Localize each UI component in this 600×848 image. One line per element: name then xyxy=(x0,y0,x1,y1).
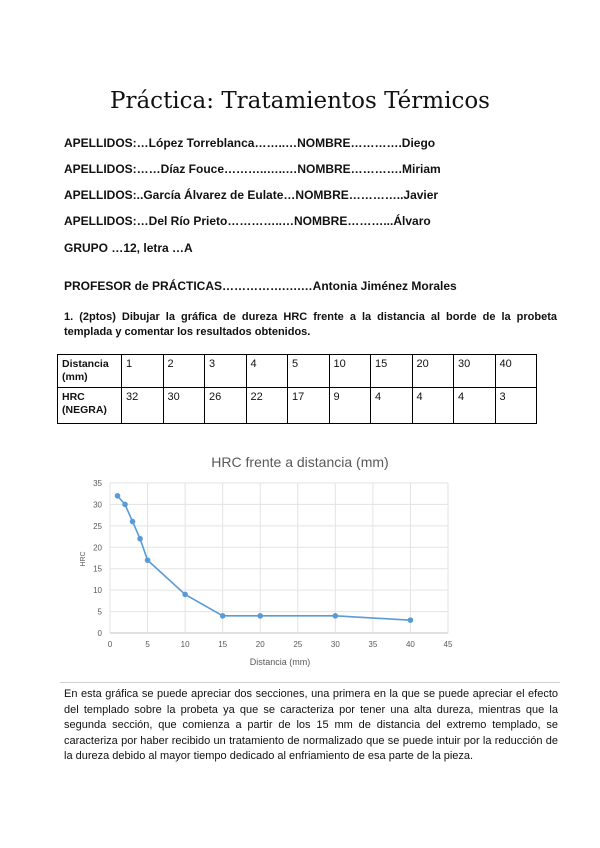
data-table xyxy=(57,354,537,424)
professor-line: PROFESOR de PRÁCTICAS…………….….…Antonia Jiménez Morales xyxy=(64,279,457,293)
chart-data-point xyxy=(182,592,188,598)
chart-data-point xyxy=(257,613,263,619)
table-cell: 20 xyxy=(412,355,454,388)
chart-y-tick-label: 0 xyxy=(97,629,102,638)
table-cell: 10 xyxy=(329,355,371,388)
table-row xyxy=(58,388,537,424)
chart-y-tick-label: 10 xyxy=(93,586,102,596)
table-cell: 3 xyxy=(495,388,537,424)
table-cell: 30 xyxy=(454,355,496,388)
table-cell: 2 xyxy=(163,355,205,388)
chart-x-axis-label: Distancia (mm) xyxy=(249,657,311,667)
table-cell: 4 xyxy=(412,388,454,424)
chart-y-tick-label: 5 xyxy=(97,607,102,617)
chart-y-tick-label: 30 xyxy=(93,500,102,510)
chart-x-tick-label: 45 xyxy=(443,640,453,649)
student-line-2: APELLIDOS:……Díaz Fouce………..…..…NOMBRE………….Miriam xyxy=(64,162,441,176)
page-title: Práctica: Tratamientos Térmicos xyxy=(110,88,490,114)
chart-x-tick-label: 20 xyxy=(255,640,265,649)
hrc-distance-chart xyxy=(60,446,470,674)
table-row-header: HRC (NEGRA) xyxy=(58,388,122,424)
table-cell: 4 xyxy=(454,388,496,424)
chart-series-line xyxy=(118,496,411,620)
table-cell: 9 xyxy=(329,388,371,424)
chart-data-point xyxy=(333,613,339,619)
table-cell: 5 xyxy=(288,355,330,388)
table-cell: 3 xyxy=(205,355,247,388)
chart-data-point xyxy=(145,557,151,563)
student-line-4: APELLIDOS:…Del Río Prieto…………..…NOMBRE………...Álvaro xyxy=(64,214,431,228)
chart-x-tick-label: 35 xyxy=(368,640,378,649)
chart-x-tick-label: 15 xyxy=(218,640,228,649)
chart-data-point xyxy=(137,536,143,542)
results-comment: En esta gráfica se puede apreciar dos secciones, una primera en la que se puede apreciar el efecto del templado sobre la probeta ya que se caracteriza por tener una alta dureza, mientras que la segunda sección, que comienza a partir de los 15 mm de distancia del extremo templado, se caracteriza por haber recibido un tratamiento de normalizado que se puede intuir por la reducción de la dureza debido al mayor tiempo dedicado al enfriamiento de esa parte de la pieza. xyxy=(64,688,558,762)
student-line-3: APELLIDOS:..García Álvarez de Eulate…NOMBRE…………..Javier xyxy=(64,188,439,202)
chart-x-tick-label: 40 xyxy=(405,640,415,649)
chart-x-tick-label: 30 xyxy=(330,640,340,649)
table-cell: 17 xyxy=(288,388,330,424)
chart-title: HRC frente a distancia (mm) xyxy=(211,454,389,470)
student-line-1: APELLIDOS:…López Torreblanca……..…NOMBRE………….Diego xyxy=(64,136,436,150)
table-row xyxy=(58,355,537,388)
table-cell: 4 xyxy=(371,388,413,424)
chart-x-tick-label: 10 xyxy=(180,640,190,649)
question-text: 1. (2ptos) Dibujar la gráfica de dureza HRC frente a la distancia al borde de la probeta templada y comentar los resultados obtenidos. xyxy=(64,311,557,338)
table-cell: 1 xyxy=(122,355,164,388)
chart-y-tick-label: 25 xyxy=(93,521,102,531)
chart-x-tick-label: 25 xyxy=(293,640,303,649)
chart-data-point xyxy=(220,613,226,619)
table-cell: 15 xyxy=(371,355,413,388)
chart-x-tick-label: 5 xyxy=(145,640,150,649)
table-cell: 22 xyxy=(246,388,288,424)
chart-data-point xyxy=(115,493,121,499)
table-cell: 26 xyxy=(205,388,247,424)
group-line: GRUPO …12, letra …A xyxy=(64,241,193,255)
chart-y-axis-label: HRC xyxy=(80,551,87,567)
table-cell: 32 xyxy=(122,388,164,424)
table-cell: 4 xyxy=(246,355,288,388)
chart-data-point xyxy=(408,617,414,623)
chart-y-tick-label: 35 xyxy=(93,479,102,488)
chart-x-tick-label: 0 xyxy=(107,640,113,649)
divider xyxy=(60,682,560,683)
table-row-header: Distancia (mm) xyxy=(58,355,122,388)
chart-data-point xyxy=(130,519,136,525)
chart-data-point xyxy=(122,502,128,508)
table-cell: 40 xyxy=(495,355,537,388)
chart-y-tick-label: 20 xyxy=(93,543,102,553)
chart-y-tick-label: 15 xyxy=(93,564,102,574)
table-cell: 30 xyxy=(163,388,205,424)
